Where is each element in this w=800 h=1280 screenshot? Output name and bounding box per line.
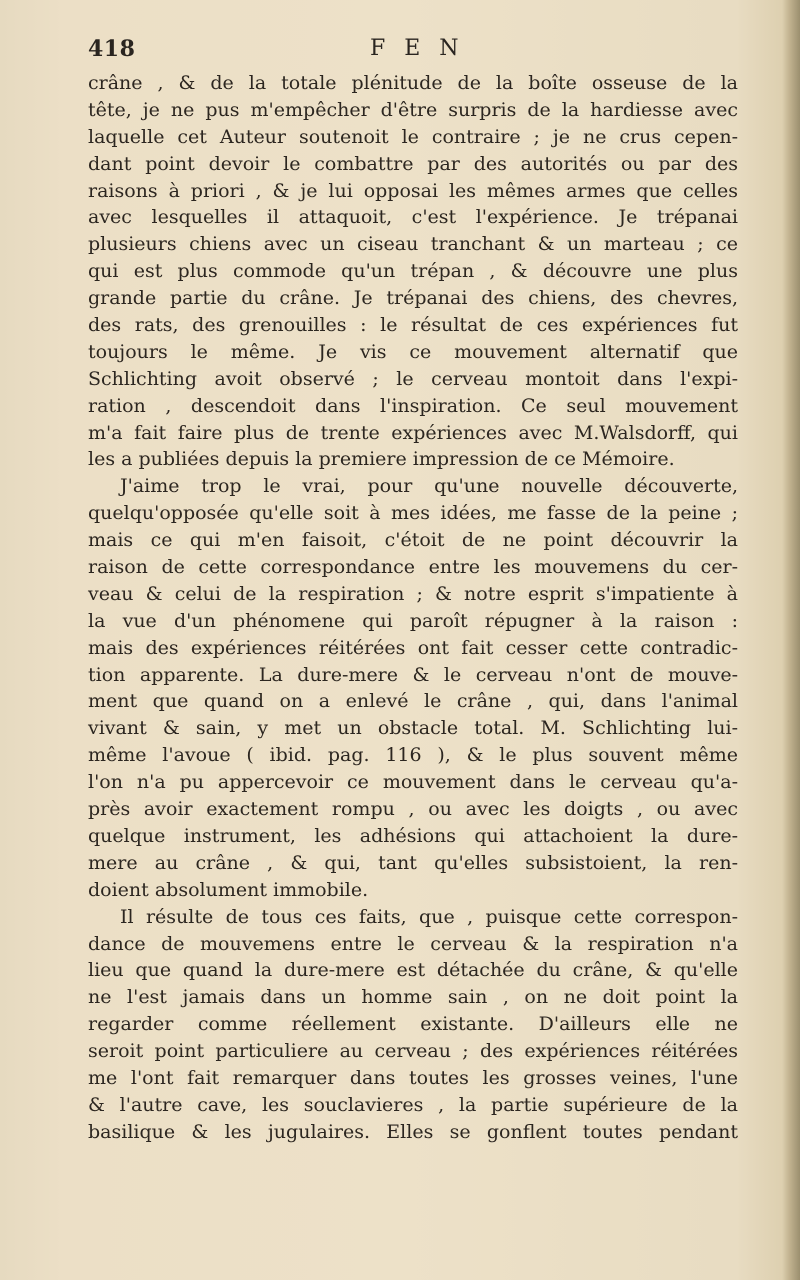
text-line: la vue d'un phénomene qui paroît répugner à la raison :: [88, 609, 738, 632]
text-line: ment que quand on a enlevé le crâne , qui, dans l'animal: [88, 690, 738, 713]
page-number: 418: [88, 36, 136, 62]
text-line: ne l'est jamais dans un homme sain , on ne doit point la: [88, 986, 738, 1009]
text-line: J'aime trop le vrai, pour qu'une nouvelle découverte,: [120, 475, 738, 498]
text-line: des rats, des grenouilles : le résultat de ces expériences fut: [88, 314, 738, 337]
text-line: dant point devoir le combattre par des autorités ou par des: [88, 152, 738, 175]
text-line: l'on n'a pu appercevoir ce mouvement dans le cerveau qu'a-: [88, 771, 738, 794]
text-line: quelque instrument, les adhésions qui attachoient la dure-: [88, 824, 738, 847]
text-line: me l'ont fait remarquer dans toutes les grosses veines, l'une: [88, 1066, 738, 1089]
text-line: plusieurs chiens avec un ciseau tranchant & un marteau ; ce: [88, 233, 738, 256]
text-line: tion apparente. La dure-mere & le cerveau n'ont de mouve-: [88, 663, 738, 686]
running-head: [88, 36, 738, 70]
text-body: [88, 70, 738, 1146]
text-line: raisons à priori , & je lui opposai les mêmes armes que celles: [88, 179, 738, 202]
text-line: doient absolument immobile.: [88, 878, 369, 901]
text-line: tête, je ne pus m'empêcher d'être surpris de la hardiesse avec: [88, 98, 738, 121]
text-line: qui est plus commode qu'un trépan , & découvre une plus: [88, 260, 738, 283]
text-line: seroit point particuliere au cerveau ; des expériences réitérées: [88, 1040, 738, 1063]
text-line: regarder comme réellement existante. D'ailleurs elle ne: [88, 1013, 738, 1036]
text-line: veau & celui de la respiration ; & notre esprit s'impatiente à: [88, 582, 738, 605]
text-line: vivant & sain, y met un obstacle total. M. Schlichting lui-: [88, 717, 738, 740]
text-line: ration , descendoit dans l'inspiration. Ce seul mouvement: [88, 394, 738, 417]
text-line: mere au crâne , & qui, tant qu'elles subsistoient, la ren-: [88, 851, 738, 874]
text-line: mais des expériences réitérées ont fait cesser cette contradic-: [88, 636, 738, 659]
text-line: raison de cette correspondance entre les mouvemens du cer-: [88, 556, 738, 579]
text-line: dance de mouvemens entre le cerveau & la respiration n'a: [88, 932, 738, 955]
text-line: quelqu'opposée qu'elle soit à mes idées, me fasse de la peine ;: [88, 502, 738, 525]
text-line: m'a fait faire plus de trente expériences avec M.Walsdorff, qui: [88, 421, 738, 444]
text-line: Il résulte de tous ces faits, que , puisque cette correspon-: [120, 905, 738, 928]
text-line: laquelle cet Auteur soutenoit le contraire ; je ne crus cepen-: [88, 125, 738, 148]
text-line: Schlichting avoit observé ; le cerveau montoit dans l'expi-: [88, 367, 738, 390]
page-edge-shadow: [782, 0, 800, 1280]
text-line: lieu que quand la dure-mere est détachée du crâne, & qu'elle: [88, 959, 738, 982]
text-line: mais ce qui m'en faisoit, c'étoit de ne point découvrir la: [88, 529, 738, 552]
text-line: avec lesquelles il attaquoit, c'est l'expérience. Je trépanai: [88, 206, 738, 229]
text-line: grande partie du crâne. Je trépanai des chiens, des chevres,: [88, 287, 738, 310]
text-line: toujours le même. Je vis ce mouvement alternatif que: [88, 340, 738, 363]
text-line: crâne , & de la totale plénitude de la boîte osseuse de la: [88, 72, 738, 94]
text-line: même l'avoue ( ibid. pag. 116 ), & le plus souvent même: [88, 744, 738, 767]
text-line: basilique & les jugulaires. Elles se gonflent toutes pendant: [88, 1120, 738, 1143]
text-line: & l'autre cave, les souclavieres , la partie supérieure de la: [88, 1093, 738, 1116]
text-line: près avoir exactement rompu , ou avec les doigts , ou avec: [88, 798, 738, 821]
text-line: les a publiées depuis la premiere impression de ce Mémoire.: [88, 448, 675, 471]
running-title: F E N: [370, 36, 465, 61]
